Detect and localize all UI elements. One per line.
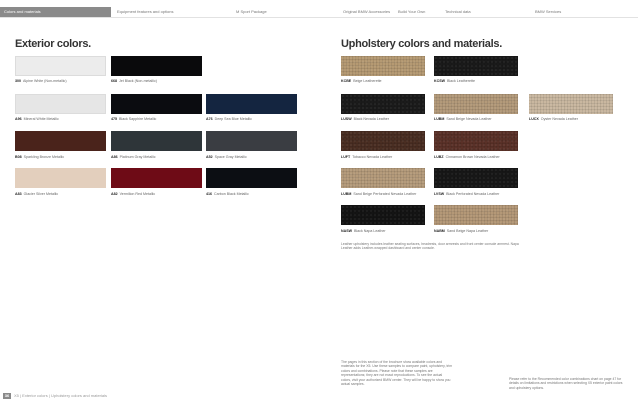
upholstery-swatch[interactable] xyxy=(341,168,425,188)
exterior-swatch[interactable] xyxy=(206,131,297,151)
exterior-swatch-label: A52 Space Gray Metallic xyxy=(206,155,247,159)
upholstery-swatch[interactable] xyxy=(341,205,425,225)
upholstery-note: Leather upholstery includes leather seating surfaces, headrests, door armrests and front center console armrest. Napa Leather adds Leather-wrapped dashboard and center console. xyxy=(341,242,519,251)
exterior-swatch-label: 475 Black Sapphire Metallic xyxy=(111,117,157,121)
exterior-swatch[interactable] xyxy=(111,94,202,114)
page-number: 36 xyxy=(4,393,10,398)
upholstery-swatch-label: LVSW Black Perforated Nevada Leather xyxy=(434,192,500,196)
upholstery-swatch[interactable] xyxy=(434,94,518,114)
upholstery-swatch-label: KCSW Black Leatherette xyxy=(434,79,475,83)
exterior-swatch[interactable] xyxy=(15,56,106,76)
upholstery-swatch[interactable] xyxy=(341,56,425,76)
exterior-colors-heading: Exterior colors. xyxy=(15,38,91,50)
exterior-swatch[interactable] xyxy=(206,168,297,188)
exterior-swatch-label: A82 Vermilion Red Metallic xyxy=(111,192,156,196)
upholstery-swatch-label: LUSW Black Nevada Leather xyxy=(341,117,389,121)
upholstery-swatch[interactable] xyxy=(529,94,613,114)
top-navigation xyxy=(0,7,638,17)
exterior-swatch[interactable] xyxy=(111,131,202,151)
nav-tab-colors-materials[interactable]: Colors and materials xyxy=(0,7,111,17)
disclaimer-left: The pages in this section of the brochure show available colors and materials for the X5. Use these samples to compare paint, upholstery, trim colors and combinations. Please note that these samples are representations; they are not exact reproductions. To see the actual colors, visit your authorized BMW center. They will be happy to show you actual samples. xyxy=(341,360,453,387)
upholstery-swatch[interactable] xyxy=(341,131,425,151)
exterior-swatch[interactable] xyxy=(111,56,202,76)
exterior-swatch-label: A83 Glacier Silver Metallic xyxy=(15,192,59,196)
upholstery-swatch-label: NASW Black Napa Leather xyxy=(341,229,386,233)
footer-breadcrumb: X5 | Exterior colors | Upholstery colors and materials xyxy=(14,393,108,398)
exterior-swatch-label: 300 Alpine White (Non-metallic) xyxy=(15,79,67,83)
upholstery-swatch-label: LUBM Sand Beige Perforated Nevada Leather xyxy=(341,192,417,196)
exterior-swatch-label: A86 Platinum Gray Metallic xyxy=(111,155,156,159)
disclaimer-right: Please refer to the Recommended color combinations chart on page 47 for details on limitations and restrictions when selecting X5 exterior paint colors and upholstery options. xyxy=(509,377,623,390)
nav-tab-equipment[interactable]: Equipment features and options xyxy=(117,9,174,14)
upholstery-heading: Upholstery colors and materials. xyxy=(341,38,502,50)
exterior-swatch-label: A96 Mineral White Metallic xyxy=(15,117,59,121)
nav-tab-bmw-services[interactable]: BMW Services xyxy=(535,9,562,14)
upholstery-swatch[interactable] xyxy=(341,94,425,114)
upholstery-swatch-label: KCBE Beige Leatherette xyxy=(341,79,382,83)
exterior-swatch[interactable] xyxy=(206,94,297,114)
exterior-swatch-label: 668 Jet Black (Non-metallic) xyxy=(111,79,157,83)
upholstery-swatch[interactable] xyxy=(434,205,518,225)
nav-tab-build-your-own[interactable]: Build Your Own xyxy=(398,9,426,14)
upholstery-swatch-label: NABM Sand Beige Napa Leather xyxy=(434,229,489,233)
exterior-swatch[interactable] xyxy=(15,94,106,114)
exterior-swatch[interactable] xyxy=(111,168,202,188)
upholstery-swatch-label: LUBM Sand Beige Nevada Leather xyxy=(434,117,492,121)
exterior-swatch-label: A76 Deep Sea Blue Metallic xyxy=(206,117,252,121)
exterior-swatch-label: 416 Carbon Black Metallic xyxy=(206,192,249,196)
upholstery-swatch[interactable] xyxy=(434,168,518,188)
upholstery-swatch-label: LUBZ Cinnamon Brown Nevada Leather xyxy=(434,155,500,159)
exterior-swatch[interactable] xyxy=(15,131,106,151)
exterior-swatch-label: B08 Sparkling Bronze Metallic xyxy=(15,155,65,159)
upholstery-swatch-label: LUFT Tobacco Nevada Leather xyxy=(341,155,393,159)
exterior-swatch[interactable] xyxy=(15,168,106,188)
nav-tab-m-sport[interactable]: M Sport Package xyxy=(236,9,267,14)
nav-tab-technical-data[interactable]: Technical data xyxy=(445,9,471,14)
upholstery-swatch[interactable] xyxy=(434,131,518,151)
upholstery-swatch-label: LUCX Oyster Nevada Leather xyxy=(529,117,578,121)
upholstery-swatch[interactable] xyxy=(434,56,518,76)
nav-tab-accessories[interactable]: Original BMW Accessories xyxy=(343,9,391,14)
nav-divider xyxy=(0,17,638,18)
